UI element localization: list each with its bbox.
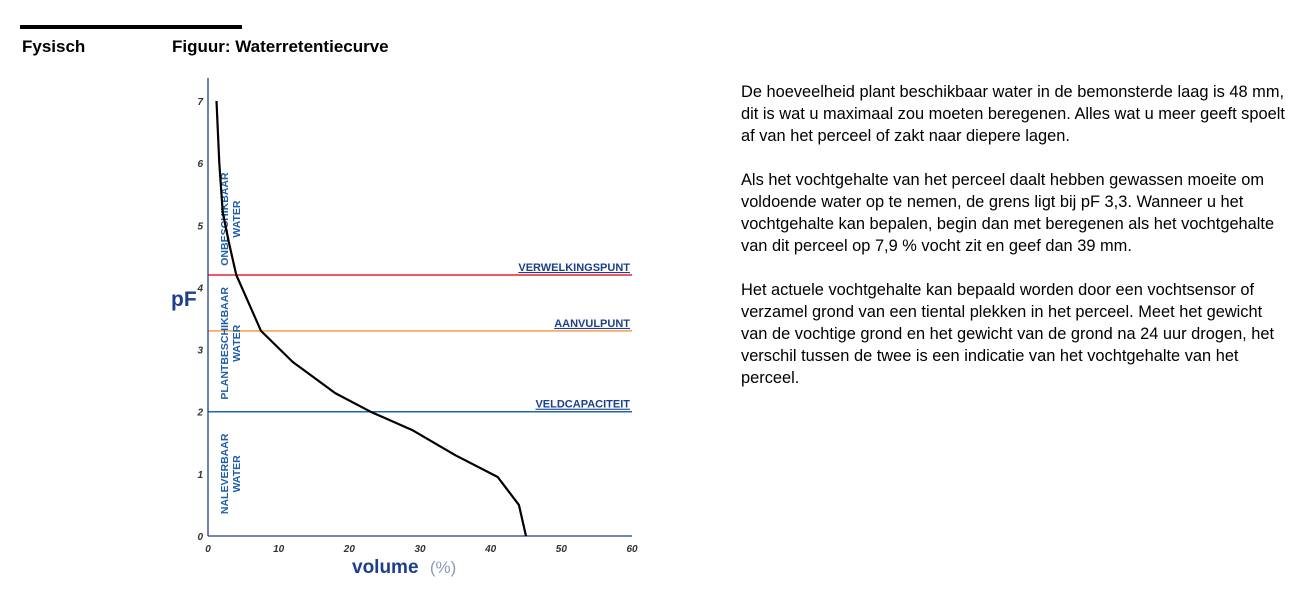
zone-label-naleverbaar bbox=[219, 433, 243, 514]
reference-label-verwelkingspunt: VERWELKINGSPUNT bbox=[518, 262, 630, 274]
y-tick-labels bbox=[196, 97, 203, 543]
y-tick-label: 3 bbox=[197, 345, 203, 357]
zone-label-line: PLANTBESCHIKBAAR bbox=[219, 287, 231, 400]
zone-labels bbox=[219, 172, 243, 514]
zone-label-plantbeschikbaar bbox=[219, 287, 243, 400]
paragraph-irrigation-threshold: Als het vochtgehalte van het perceel daalt hebben gewassen moeite om voldoende water op te nemen, de grens ligt bij pF 3,3. Wanneer u het vochtgehalte kan bepalen, begin dan met beregenen als het vochtgehalte van dit perceel op 7,9 % vocht zit en geef dan 39 mm. bbox=[741, 171, 1275, 255]
zone-label-line: WATER bbox=[231, 200, 243, 238]
x-axis-label bbox=[352, 557, 456, 578]
x-tick-label: 60 bbox=[626, 544, 638, 555]
description-text bbox=[741, 81, 1291, 411]
y-tick-label: 4 bbox=[197, 283, 203, 295]
water-retention-chart bbox=[150, 70, 650, 590]
y-tick-label: 0 bbox=[197, 532, 203, 543]
section-label: Fysisch bbox=[22, 37, 86, 56]
zone-label-line: NALEVERBAAR bbox=[219, 433, 231, 515]
x-tick-labels bbox=[205, 544, 638, 555]
x-axis-label-unit: (%) bbox=[429, 558, 457, 577]
y-tick-label: 5 bbox=[197, 221, 203, 233]
reference-label-veldcapaciteit: VELDCAPACITEIT bbox=[535, 398, 630, 411]
figure-title: Figuur: Waterretentiecurve bbox=[172, 37, 389, 56]
zone-label-line: WATER bbox=[231, 324, 243, 362]
y-tick-label: 1 bbox=[197, 469, 203, 481]
x-tick-label: 50 bbox=[555, 544, 567, 555]
paragraph-measurement-method: Het actuele vochtgehalte kan bepaald worden door een vochtsensor of verzamel grond van een tiental plekken in het perceel. Meet het gewicht van de vochtige grond en het gewicht van de grond na 24 uur drogen, het verschil tussen de twee is een indicatie van het vochtgehalte van het perceel. bbox=[741, 281, 1275, 387]
y-tick-label: 2 bbox=[197, 407, 203, 419]
zone-label-line: WATER bbox=[231, 455, 243, 493]
y-tick-label: 6 bbox=[197, 159, 203, 171]
x-tick-label: 10 bbox=[273, 544, 285, 555]
x-tick-label: 20 bbox=[343, 544, 355, 555]
header-rule bbox=[20, 25, 242, 29]
paragraph-plant-available-water: De hoeveelheid plant beschikbaar water in de bemonsterde laag is 48 mm, dit is wat u maximaal zou moeten beregenen. Alles wat u meer geeft spoelt af van het perceel of zakt naar diepere lagen. bbox=[741, 83, 1285, 145]
y-axis-label: pF bbox=[171, 288, 197, 311]
y-tick-label: 7 bbox=[197, 97, 203, 108]
zone-label-line: ONBESCHIKBAAR bbox=[219, 172, 231, 266]
x-tick-label: 40 bbox=[485, 544, 497, 555]
retention-curve bbox=[217, 101, 527, 536]
reference-lines bbox=[208, 262, 632, 412]
x-axis-label-main: volume bbox=[352, 557, 419, 578]
x-tick-label: 30 bbox=[414, 544, 426, 555]
reference-label-aanvulpunt: AANVULPUNT bbox=[554, 317, 630, 330]
x-tick-label: 0 bbox=[205, 544, 211, 555]
